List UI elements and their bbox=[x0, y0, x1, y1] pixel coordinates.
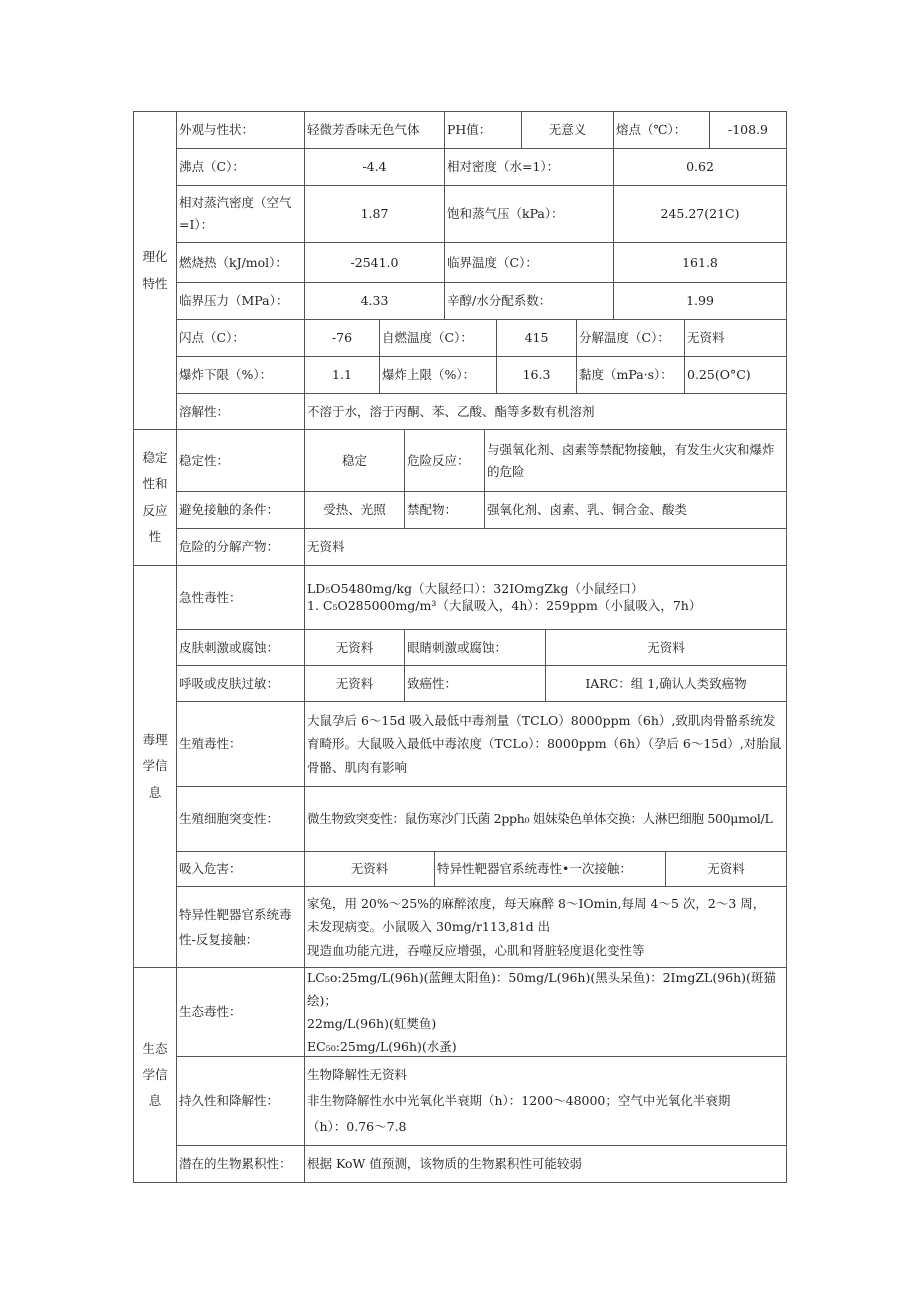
value bbox=[304, 886, 787, 968]
value: 1.87 bbox=[304, 185, 445, 243]
value: 245.27(21C) bbox=[613, 185, 787, 243]
label: 皮肤刺激或腐蚀： bbox=[176, 629, 305, 666]
section-ecology-title: 生态学信息 bbox=[133, 967, 177, 1183]
label: 稳定性： bbox=[176, 429, 305, 492]
value: 根据 KoW 值预测，该物质的生物累积性可能较弱 bbox=[304, 1145, 787, 1183]
value bbox=[304, 565, 787, 630]
value: 无意义 bbox=[521, 111, 614, 149]
line: LD₅O5480mg/kg（大鼠经口）：32IOmgZkg（小鼠经口） bbox=[307, 580, 644, 596]
value bbox=[304, 1056, 787, 1146]
value: 16.3 bbox=[496, 356, 577, 394]
label: 临界压力（MPa）： bbox=[176, 282, 305, 320]
section-physchem-title: 理化特性 bbox=[133, 111, 177, 430]
value: 受热、光照 bbox=[304, 491, 405, 529]
line: LC₅o:25mg/L(96h)(蓝鲤太阳鱼)：50mg/L(96h)(黑头呆鱼)：2ImgZL(96h)(斑猫绘)； bbox=[307, 969, 776, 1008]
label: 闪点（C）： bbox=[176, 319, 305, 357]
label: 特异性靶器官系统毒性•一次接触： bbox=[434, 851, 666, 887]
label: 特异性靶器官系统毒性-反复接触： bbox=[176, 886, 305, 968]
label: 相对蒸汽密度（空气=I）： bbox=[176, 185, 305, 243]
label: 危险反应： bbox=[404, 429, 485, 492]
label: 临界温度（C）： bbox=[444, 242, 614, 283]
value: 稳定 bbox=[304, 429, 405, 492]
value: 0.62 bbox=[613, 148, 787, 186]
value: 无资料 bbox=[304, 665, 405, 702]
value: 与强氧化剂、卤素等禁配物接触，有发生火灾和爆炸的危险 bbox=[484, 429, 787, 492]
section-toxicology-title: 毒理学信息 bbox=[133, 565, 177, 968]
label: 生态毒性： bbox=[176, 967, 305, 1057]
value: 1.1 bbox=[304, 356, 380, 394]
line: EC₅₀:25mg/L(96h)(水蚤) bbox=[307, 1039, 457, 1055]
label: 熔点（℃）： bbox=[613, 111, 710, 149]
label: 沸点（C）： bbox=[176, 148, 305, 186]
value: 大鼠孕后 6～15d 吸入最低中毒剂量（TCLO）8000ppm（6h）,致肌肉骨骼系统发育畸形。大鼠吸入最低中毒浓度（TCLo）：8000ppm（6h）（孕后 6～15d）,对胎鼠骨骼、肌肉有影响 bbox=[304, 701, 787, 787]
label: 饱和蒸气压（kPa）： bbox=[444, 185, 614, 243]
value: 无资料 bbox=[304, 528, 787, 566]
line: 非生物降解性水中光氧化半衰期（h）：1200～48000；空气中光氧化半衰期 bbox=[307, 1092, 731, 1108]
value: -4.4 bbox=[304, 148, 445, 186]
label: 生殖毒性： bbox=[176, 701, 305, 787]
value: 无资料 bbox=[545, 629, 787, 666]
line: 现造血功能亢进，吞噬反应增强，心肌和肾脏轻度退化变性等 bbox=[307, 942, 645, 958]
value: 强氧化剂、卤素、乳、铜合金、酸类 bbox=[484, 491, 787, 529]
label: 持久性和降解性： bbox=[176, 1056, 305, 1146]
value: 415 bbox=[496, 319, 577, 357]
label: 分解温度（C）： bbox=[576, 319, 685, 357]
value: -76 bbox=[304, 319, 380, 357]
value: 无资料 bbox=[304, 629, 405, 666]
label: 自燃温度（C）： bbox=[379, 319, 497, 357]
label: 避免接触的条件： bbox=[176, 491, 305, 529]
label: 生殖细胞突变性： bbox=[176, 786, 305, 852]
label: 危险的分解产物： bbox=[176, 528, 305, 566]
value: 161.8 bbox=[613, 242, 787, 283]
value: IARC：组 1,确认人类致癌物 bbox=[545, 665, 787, 702]
line: 家兔，用 20%～25%的麻醉浓度，每天麻醉 8～IOmin,每周 4～5 次，2～3 周， bbox=[307, 896, 766, 912]
value: -2541.0 bbox=[304, 242, 445, 283]
label: 眼睛刺激或腐蚀： bbox=[404, 629, 546, 666]
label: 相对密度（水=1）： bbox=[444, 148, 614, 186]
value: 无资料 bbox=[665, 851, 787, 887]
label: 吸入危害： bbox=[176, 851, 305, 887]
value: 0.25(O°C) bbox=[684, 356, 787, 394]
line: 生物降解性无资料 bbox=[307, 1066, 408, 1082]
label: 燃烧热（kJ/mol）： bbox=[176, 242, 305, 283]
value: 4.33 bbox=[304, 282, 445, 320]
label: 外观与性状： bbox=[176, 111, 305, 149]
label: 潜在的生物累积性： bbox=[176, 1145, 305, 1183]
value: 1.99 bbox=[613, 282, 787, 320]
label: 禁配物： bbox=[404, 491, 485, 529]
label: 辛醇/水分配系数： bbox=[444, 282, 614, 320]
label: 溶解性： bbox=[176, 393, 305, 430]
value: 微生物致突变性：鼠伤寒沙门氏菌 2pph₀ 姐妹染色单体交换：人淋巴细胞 500μmol/L bbox=[304, 786, 787, 852]
value: 轻微芳香味无色气体 bbox=[304, 111, 445, 149]
value: -108.9 bbox=[709, 111, 787, 149]
value: 无资料 bbox=[304, 851, 435, 887]
line: 22mg/L(96h)(虹樊鱼) bbox=[307, 1016, 437, 1031]
label: 呼吸或皮肤过敏： bbox=[176, 665, 305, 702]
label: 黏度（mPa·s）： bbox=[576, 356, 685, 394]
label: 急性毒性： bbox=[176, 565, 305, 630]
value: 不溶于水，溶于丙酮、苯、乙酸、酯等多数有机溶剂 bbox=[304, 393, 787, 430]
value: 无资料 bbox=[684, 319, 787, 357]
value bbox=[304, 967, 787, 1057]
line: （h）：0.76～7.8 bbox=[307, 1119, 407, 1135]
label: 致癌性： bbox=[404, 665, 546, 702]
label: PH值： bbox=[444, 111, 522, 149]
line: 1. C₅O285000mg/m³（大鼠吸入，4h）：259ppm（小鼠吸入，7h） bbox=[307, 597, 702, 613]
section-stability-title: 稳定性和反应性 bbox=[133, 429, 177, 566]
label: 爆炸下限（%）： bbox=[176, 356, 305, 394]
line: 未发现病变。小鼠吸入 30mg/r113,81d 出 bbox=[307, 919, 551, 935]
label: 爆炸上限（%）： bbox=[379, 356, 497, 394]
